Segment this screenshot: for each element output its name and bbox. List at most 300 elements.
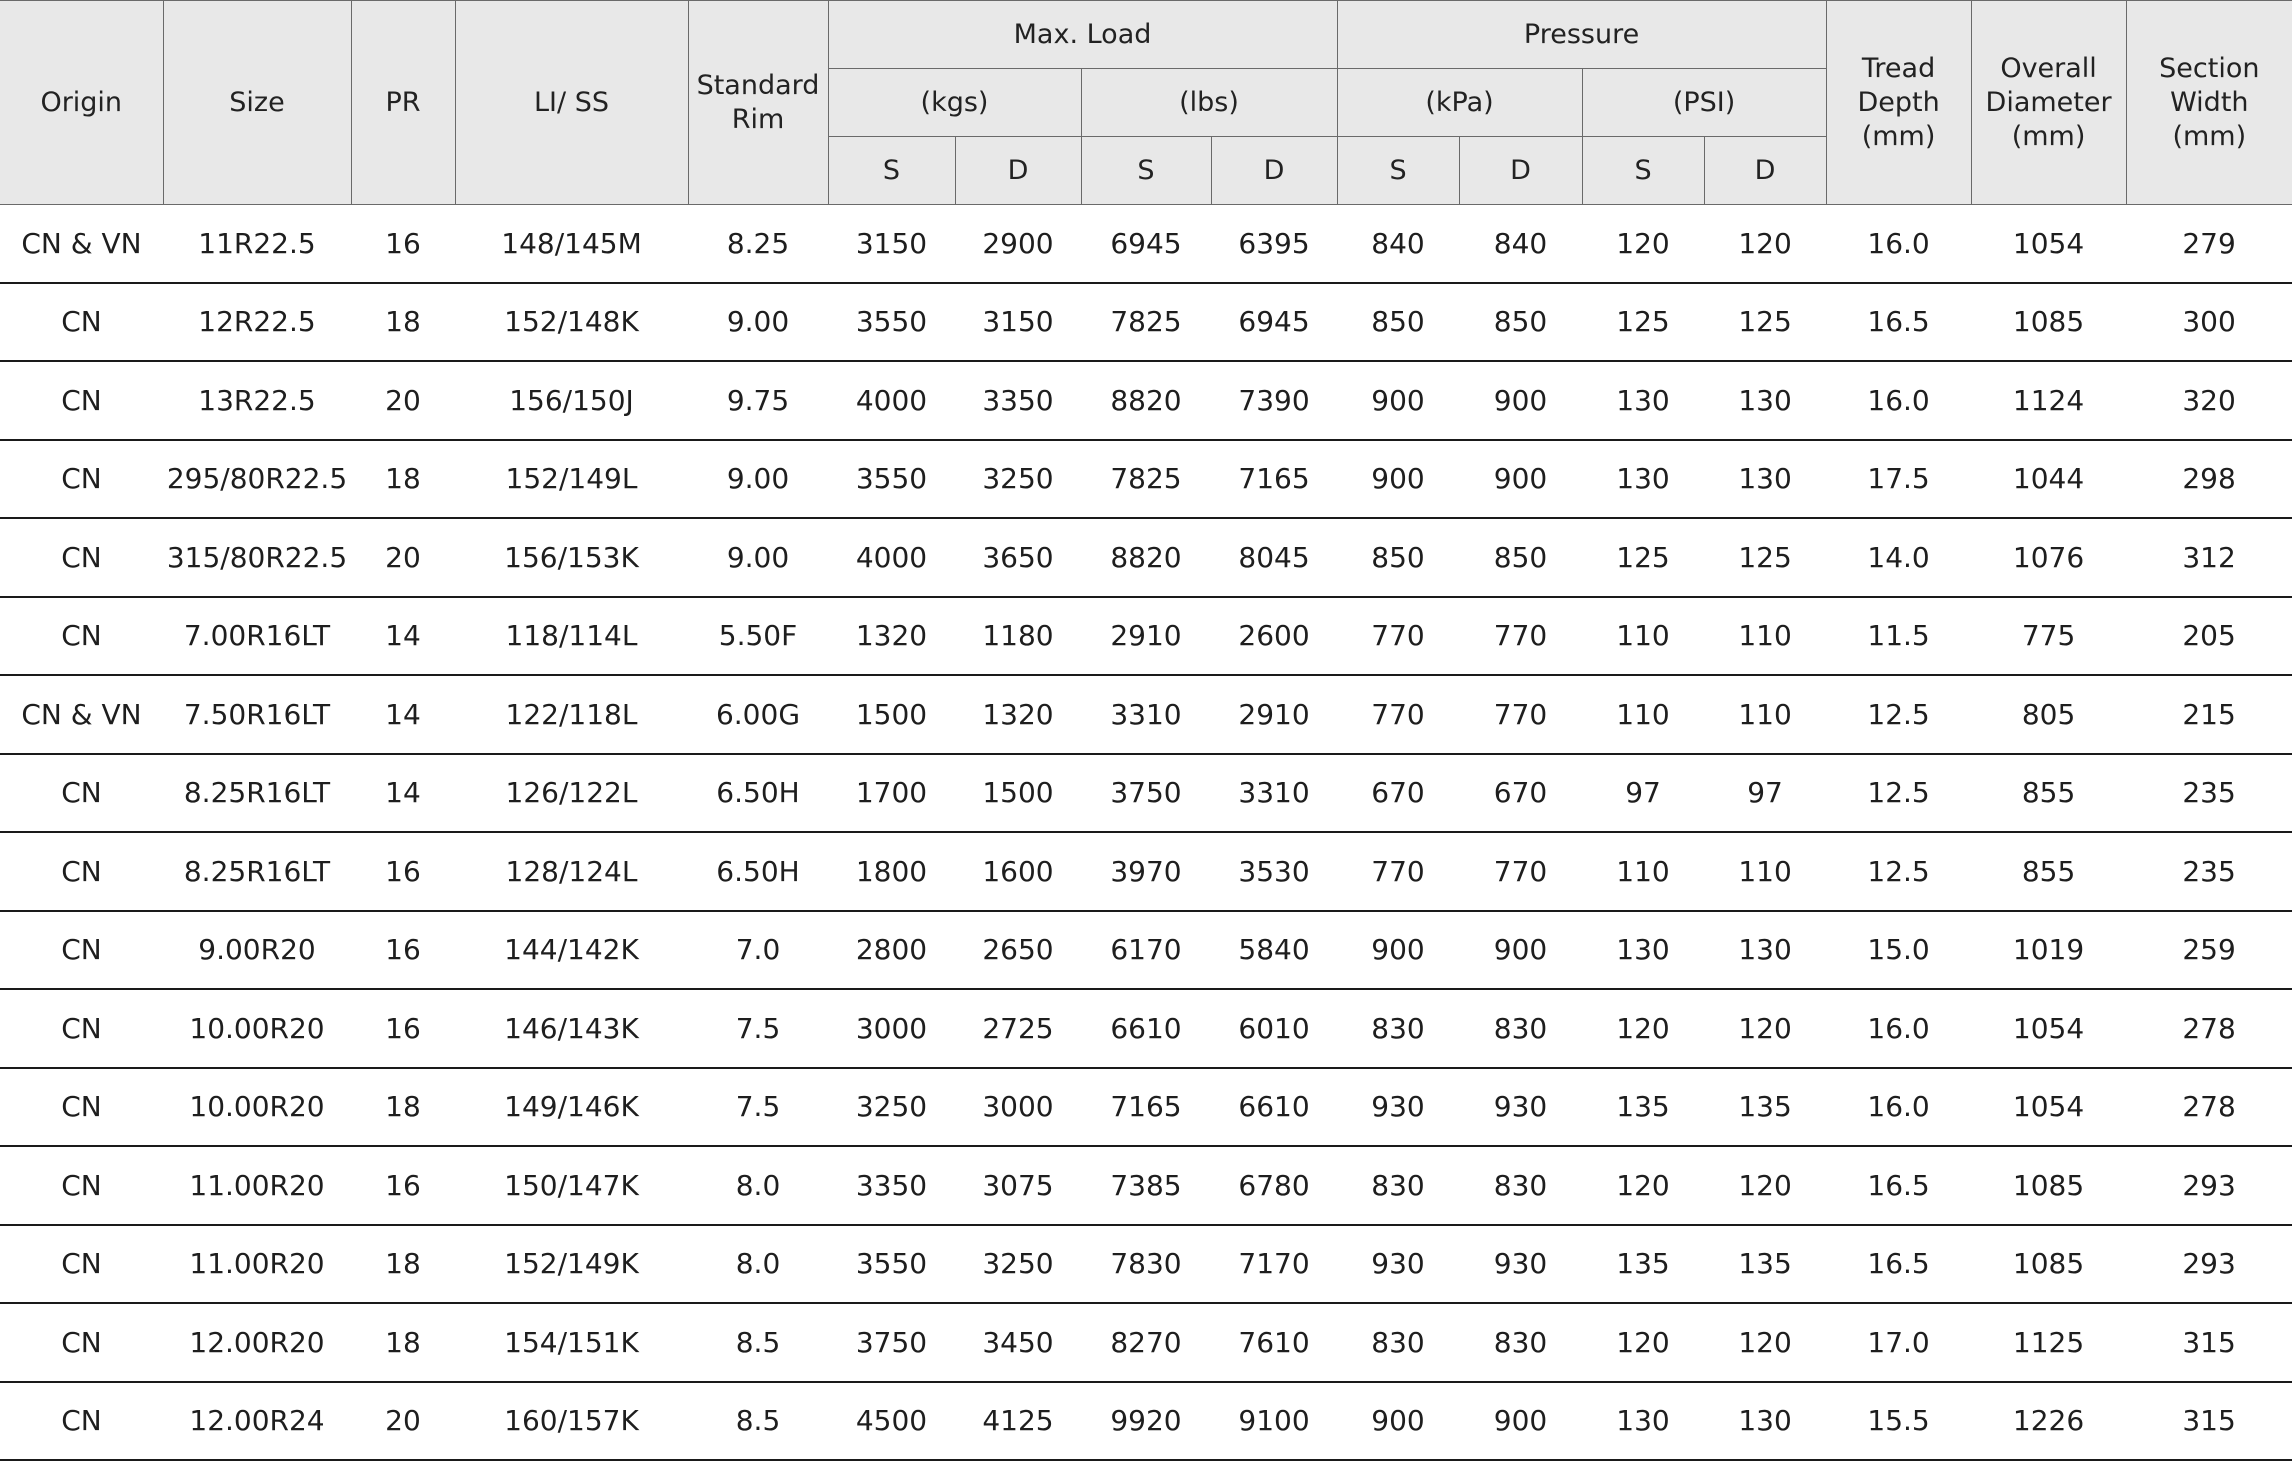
cell-section-width: 315 (2126, 1382, 2292, 1461)
cell-overall-diameter: 1226 (1971, 1382, 2126, 1461)
cell-psi-dual: 130 (1704, 1382, 1826, 1461)
cell-kpa-single: 830 (1337, 1146, 1459, 1225)
cell-kgs-single: 4500 (828, 1382, 955, 1461)
cell-standard-rim: 9.00 (688, 440, 828, 519)
cell-li-ss: 122/118L (455, 675, 688, 754)
cell-kgs-dual: 2725 (955, 989, 1081, 1068)
header-max-load: Max. Load (828, 1, 1337, 69)
cell-section-width: 215 (2126, 675, 2292, 754)
table-header (0, 1, 2292, 205)
cell-lbs-single: 3310 (1081, 675, 1211, 754)
cell-kgs-dual: 1180 (955, 597, 1081, 676)
cell-kgs-single: 1320 (828, 597, 955, 676)
cell-lbs-single: 7825 (1081, 440, 1211, 519)
cell-lbs-single: 7825 (1081, 283, 1211, 362)
table-row (0, 675, 2292, 754)
header-tread-depth (1826, 1, 1971, 205)
cell-psi-dual: 110 (1704, 675, 1826, 754)
table-row (0, 597, 2292, 676)
cell-lbs-dual: 6945 (1211, 283, 1337, 362)
cell-size: 13R22.5 (163, 361, 351, 440)
cell-lbs-dual: 6780 (1211, 1146, 1337, 1225)
cell-overall-diameter: 775 (1971, 597, 2126, 676)
header-psi-single: S (1582, 137, 1704, 205)
table-row (0, 283, 2292, 362)
cell-tread-depth: 16.5 (1826, 283, 1971, 362)
cell-overall-diameter: 1044 (1971, 440, 2126, 519)
cell-lbs-single: 9920 (1081, 1382, 1211, 1461)
cell-kgs-dual: 3075 (955, 1146, 1081, 1225)
cell-pr: 16 (351, 989, 455, 1068)
cell-kgs-single: 1500 (828, 675, 955, 754)
cell-origin: CN (0, 361, 163, 440)
header-lbs-dual: D (1211, 137, 1337, 205)
table-body (0, 205, 2292, 1461)
table-row (0, 1068, 2292, 1147)
cell-lbs-single: 8270 (1081, 1303, 1211, 1382)
cell-lbs-dual: 7390 (1211, 361, 1337, 440)
cell-size: 10.00R20 (163, 1068, 351, 1147)
header-lbs-single: S (1081, 137, 1211, 205)
cell-size: 11R22.5 (163, 205, 351, 283)
header-size: Size (163, 1, 351, 205)
header-tread-depth-line1: Tread (1861, 52, 1936, 84)
cell-kpa-single: 770 (1337, 675, 1459, 754)
cell-kpa-dual: 770 (1459, 675, 1582, 754)
cell-tread-depth: 15.5 (1826, 1382, 1971, 1461)
cell-psi-dual: 97 (1704, 754, 1826, 833)
cell-section-width: 320 (2126, 361, 2292, 440)
cell-standard-rim: 8.25 (688, 205, 828, 283)
table-row (0, 361, 2292, 440)
cell-pr: 18 (351, 283, 455, 362)
cell-kgs-dual: 3150 (955, 283, 1081, 362)
cell-kgs-dual: 1320 (955, 675, 1081, 754)
table-row (0, 518, 2292, 597)
table-row (0, 989, 2292, 1068)
cell-tread-depth: 16.5 (1826, 1146, 1971, 1225)
cell-standard-rim: 9.00 (688, 518, 828, 597)
cell-tread-depth: 16.0 (1826, 989, 1971, 1068)
cell-pr: 16 (351, 205, 455, 283)
header-li-ss: LI/ SS (455, 1, 688, 205)
cell-pr: 18 (351, 1068, 455, 1147)
cell-lbs-dual: 2910 (1211, 675, 1337, 754)
cell-pr: 18 (351, 440, 455, 519)
header-standard-rim (688, 1, 828, 205)
cell-lbs-dual: 9100 (1211, 1382, 1337, 1461)
cell-li-ss: 118/114L (455, 597, 688, 676)
header-section-width-line3: (mm) (2172, 120, 2247, 152)
cell-li-ss: 152/148K (455, 283, 688, 362)
cell-tread-depth: 12.5 (1826, 675, 1971, 754)
cell-pr: 14 (351, 754, 455, 833)
header-psi: (PSI) (1582, 69, 1826, 137)
cell-section-width: 278 (2126, 1068, 2292, 1147)
cell-standard-rim: 7.5 (688, 989, 828, 1068)
header-kpa-dual: D (1459, 137, 1582, 205)
cell-pr: 18 (351, 1225, 455, 1304)
cell-lbs-single: 8820 (1081, 361, 1211, 440)
cell-kgs-single: 2800 (828, 911, 955, 990)
cell-psi-single: 130 (1582, 440, 1704, 519)
cell-pr: 16 (351, 1146, 455, 1225)
cell-kgs-single: 4000 (828, 361, 955, 440)
cell-kgs-dual: 1500 (955, 754, 1081, 833)
cell-li-ss: 156/153K (455, 518, 688, 597)
cell-kpa-single: 900 (1337, 1382, 1459, 1461)
cell-kpa-single: 850 (1337, 283, 1459, 362)
header-overall-diameter (1971, 1, 2126, 205)
cell-li-ss: 152/149L (455, 440, 688, 519)
cell-origin: CN & VN (0, 205, 163, 283)
cell-size: 10.00R20 (163, 989, 351, 1068)
cell-lbs-dual: 2600 (1211, 597, 1337, 676)
header-overall-diameter-line2: Diameter (1985, 86, 2112, 118)
table-row (0, 440, 2292, 519)
cell-kpa-dual: 900 (1459, 911, 1582, 990)
header-lbs: (lbs) (1081, 69, 1337, 137)
cell-origin: CN (0, 754, 163, 833)
cell-lbs-dual: 6395 (1211, 205, 1337, 283)
cell-psi-dual: 110 (1704, 832, 1826, 911)
cell-kgs-dual: 3450 (955, 1303, 1081, 1382)
cell-psi-dual: 110 (1704, 597, 1826, 676)
header-origin: Origin (0, 1, 163, 205)
cell-lbs-dual: 6610 (1211, 1068, 1337, 1147)
cell-tread-depth: 14.0 (1826, 518, 1971, 597)
cell-standard-rim: 8.0 (688, 1146, 828, 1225)
cell-section-width: 300 (2126, 283, 2292, 362)
cell-kgs-single: 3350 (828, 1146, 955, 1225)
cell-standard-rim: 6.50H (688, 832, 828, 911)
cell-standard-rim: 7.0 (688, 911, 828, 990)
cell-origin: CN (0, 283, 163, 362)
cell-kpa-single: 930 (1337, 1068, 1459, 1147)
cell-kgs-dual: 2900 (955, 205, 1081, 283)
cell-kpa-single: 900 (1337, 440, 1459, 519)
cell-kpa-dual: 840 (1459, 205, 1582, 283)
cell-overall-diameter: 1054 (1971, 1068, 2126, 1147)
cell-overall-diameter: 805 (1971, 675, 2126, 754)
cell-li-ss: 149/146K (455, 1068, 688, 1147)
cell-kpa-dual: 770 (1459, 597, 1582, 676)
cell-psi-dual: 135 (1704, 1068, 1826, 1147)
cell-kpa-dual: 930 (1459, 1068, 1582, 1147)
cell-size: 12.00R20 (163, 1303, 351, 1382)
cell-kpa-single: 770 (1337, 832, 1459, 911)
cell-overall-diameter: 1054 (1971, 989, 2126, 1068)
cell-section-width: 312 (2126, 518, 2292, 597)
cell-overall-diameter: 1019 (1971, 911, 2126, 990)
cell-psi-dual: 120 (1704, 205, 1826, 283)
cell-origin: CN (0, 1303, 163, 1382)
cell-kpa-dual: 930 (1459, 1225, 1582, 1304)
cell-li-ss: 152/149K (455, 1225, 688, 1304)
cell-standard-rim: 5.50F (688, 597, 828, 676)
cell-psi-single: 125 (1582, 283, 1704, 362)
header-standard-rim-line2: Rim (731, 103, 785, 135)
cell-lbs-single: 7165 (1081, 1068, 1211, 1147)
cell-size: 11.00R20 (163, 1146, 351, 1225)
cell-kgs-dual: 3350 (955, 361, 1081, 440)
cell-psi-dual: 135 (1704, 1225, 1826, 1304)
cell-size: 9.00R20 (163, 911, 351, 990)
cell-overall-diameter: 1054 (1971, 205, 2126, 283)
cell-pr: 20 (351, 361, 455, 440)
table-row (0, 1303, 2292, 1382)
header-tread-depth-line2: Depth (1857, 86, 1940, 118)
cell-psi-single: 130 (1582, 1382, 1704, 1461)
cell-kpa-single: 900 (1337, 911, 1459, 990)
cell-section-width: 279 (2126, 205, 2292, 283)
cell-section-width: 293 (2126, 1225, 2292, 1304)
header-kgs: (kgs) (828, 69, 1081, 137)
cell-psi-dual: 130 (1704, 440, 1826, 519)
cell-psi-single: 120 (1582, 205, 1704, 283)
cell-lbs-single: 7830 (1081, 1225, 1211, 1304)
cell-psi-dual: 120 (1704, 989, 1826, 1068)
cell-kgs-dual: 3000 (955, 1068, 1081, 1147)
cell-kpa-single: 670 (1337, 754, 1459, 833)
cell-li-ss: 156/150J (455, 361, 688, 440)
cell-kgs-dual: 3250 (955, 1225, 1081, 1304)
header-overall-diameter-line1: Overall (2000, 52, 2097, 84)
cell-origin: CN & VN (0, 675, 163, 754)
cell-li-ss: 150/147K (455, 1146, 688, 1225)
cell-li-ss: 148/145M (455, 205, 688, 283)
cell-psi-single: 110 (1582, 597, 1704, 676)
cell-kgs-single: 3000 (828, 989, 955, 1068)
header-psi-dual: D (1704, 137, 1826, 205)
cell-psi-single: 97 (1582, 754, 1704, 833)
cell-kgs-single: 1800 (828, 832, 955, 911)
cell-tread-depth: 16.0 (1826, 205, 1971, 283)
cell-kpa-dual: 670 (1459, 754, 1582, 833)
header-standard-rim-line1: Standard (696, 69, 820, 101)
cell-overall-diameter: 1125 (1971, 1303, 2126, 1382)
cell-psi-dual: 130 (1704, 361, 1826, 440)
cell-kpa-single: 830 (1337, 1303, 1459, 1382)
cell-size: 7.50R16LT (163, 675, 351, 754)
cell-li-ss: 146/143K (455, 989, 688, 1068)
table-row (0, 1225, 2292, 1304)
cell-tread-depth: 16.0 (1826, 1068, 1971, 1147)
cell-lbs-dual: 7610 (1211, 1303, 1337, 1382)
cell-origin: CN (0, 518, 163, 597)
cell-lbs-single: 6170 (1081, 911, 1211, 990)
header-kgs-dual: D (955, 137, 1081, 205)
cell-section-width: 259 (2126, 911, 2292, 990)
cell-lbs-dual: 8045 (1211, 518, 1337, 597)
cell-standard-rim: 9.75 (688, 361, 828, 440)
cell-psi-single: 135 (1582, 1068, 1704, 1147)
cell-psi-single: 125 (1582, 518, 1704, 597)
cell-kpa-single: 900 (1337, 361, 1459, 440)
cell-overall-diameter: 855 (1971, 832, 2126, 911)
cell-li-ss: 160/157K (455, 1382, 688, 1461)
cell-standard-rim: 8.0 (688, 1225, 828, 1304)
header-kgs-single: S (828, 137, 955, 205)
cell-kpa-dual: 770 (1459, 832, 1582, 911)
table-row (0, 1146, 2292, 1225)
cell-size: 295/80R22.5 (163, 440, 351, 519)
cell-pr: 20 (351, 1382, 455, 1461)
cell-kpa-single: 930 (1337, 1225, 1459, 1304)
cell-kpa-dual: 830 (1459, 1146, 1582, 1225)
cell-psi-dual: 130 (1704, 911, 1826, 990)
cell-kpa-single: 770 (1337, 597, 1459, 676)
cell-size: 12.00R24 (163, 1382, 351, 1461)
cell-kpa-dual: 830 (1459, 989, 1582, 1068)
cell-standard-rim: 8.5 (688, 1303, 828, 1382)
cell-kgs-dual: 3250 (955, 440, 1081, 519)
cell-kgs-single: 3550 (828, 440, 955, 519)
cell-kpa-single: 830 (1337, 989, 1459, 1068)
cell-li-ss: 126/122L (455, 754, 688, 833)
cell-lbs-single: 6945 (1081, 205, 1211, 283)
header-pr: PR (351, 1, 455, 205)
header-kpa: (kPa) (1337, 69, 1582, 137)
cell-lbs-dual: 5840 (1211, 911, 1337, 990)
cell-kpa-dual: 850 (1459, 283, 1582, 362)
cell-psi-dual: 120 (1704, 1146, 1826, 1225)
cell-pr: 14 (351, 675, 455, 754)
cell-origin: CN (0, 911, 163, 990)
cell-overall-diameter: 1085 (1971, 1146, 2126, 1225)
cell-origin: CN (0, 597, 163, 676)
table-row (0, 832, 2292, 911)
cell-li-ss: 128/124L (455, 832, 688, 911)
cell-tread-depth: 12.5 (1826, 754, 1971, 833)
cell-kpa-dual: 900 (1459, 440, 1582, 519)
header-pressure: Pressure (1337, 1, 1826, 69)
cell-tread-depth: 17.0 (1826, 1303, 1971, 1382)
table-row (0, 911, 2292, 990)
cell-lbs-dual: 7165 (1211, 440, 1337, 519)
cell-kpa-dual: 830 (1459, 1303, 1582, 1382)
cell-lbs-single: 8820 (1081, 518, 1211, 597)
cell-lbs-dual: 7170 (1211, 1225, 1337, 1304)
cell-origin: CN (0, 1146, 163, 1225)
cell-kgs-single: 3550 (828, 1225, 955, 1304)
cell-psi-single: 130 (1582, 911, 1704, 990)
cell-section-width: 298 (2126, 440, 2292, 519)
header-tread-depth-line3: (mm) (1861, 120, 1936, 152)
header-section-width (2126, 1, 2292, 205)
table-row (0, 205, 2292, 283)
cell-size: 8.25R16LT (163, 832, 351, 911)
cell-kgs-single: 4000 (828, 518, 955, 597)
header-overall-diameter-line3: (mm) (2011, 120, 2086, 152)
cell-lbs-dual: 3530 (1211, 832, 1337, 911)
cell-standard-rim: 6.50H (688, 754, 828, 833)
cell-kgs-single: 3150 (828, 205, 955, 283)
cell-size: 315/80R22.5 (163, 518, 351, 597)
cell-kpa-dual: 850 (1459, 518, 1582, 597)
cell-origin: CN (0, 832, 163, 911)
cell-tread-depth: 16.0 (1826, 361, 1971, 440)
cell-overall-diameter: 1085 (1971, 283, 2126, 362)
header-section-width-line2: Width (2170, 86, 2249, 118)
cell-lbs-single: 6610 (1081, 989, 1211, 1068)
cell-pr: 18 (351, 1303, 455, 1382)
cell-size: 12R22.5 (163, 283, 351, 362)
cell-kgs-dual: 3650 (955, 518, 1081, 597)
cell-section-width: 235 (2126, 754, 2292, 833)
cell-origin: CN (0, 1382, 163, 1461)
cell-li-ss: 144/142K (455, 911, 688, 990)
cell-size: 8.25R16LT (163, 754, 351, 833)
cell-tread-depth: 11.5 (1826, 597, 1971, 676)
cell-li-ss: 154/151K (455, 1303, 688, 1382)
cell-section-width: 235 (2126, 832, 2292, 911)
cell-kgs-dual: 1600 (955, 832, 1081, 911)
cell-kgs-single: 1700 (828, 754, 955, 833)
header-kpa-single: S (1337, 137, 1459, 205)
cell-section-width: 205 (2126, 597, 2292, 676)
cell-lbs-single: 3970 (1081, 832, 1211, 911)
table-row (0, 754, 2292, 833)
cell-psi-single: 120 (1582, 1303, 1704, 1382)
cell-tread-depth: 12.5 (1826, 832, 1971, 911)
cell-lbs-single: 2910 (1081, 597, 1211, 676)
cell-tread-depth: 17.5 (1826, 440, 1971, 519)
cell-kgs-dual: 4125 (955, 1382, 1081, 1461)
cell-psi-single: 120 (1582, 1146, 1704, 1225)
cell-overall-diameter: 1124 (1971, 361, 2126, 440)
cell-section-width: 293 (2126, 1146, 2292, 1225)
cell-overall-diameter: 1076 (1971, 518, 2126, 597)
cell-overall-diameter: 855 (1971, 754, 2126, 833)
cell-kgs-dual: 2650 (955, 911, 1081, 990)
cell-pr: 16 (351, 911, 455, 990)
cell-size: 11.00R20 (163, 1225, 351, 1304)
cell-psi-single: 130 (1582, 361, 1704, 440)
cell-kgs-single: 3250 (828, 1068, 955, 1147)
cell-lbs-single: 7385 (1081, 1146, 1211, 1225)
cell-psi-single: 135 (1582, 1225, 1704, 1304)
cell-lbs-dual: 3310 (1211, 754, 1337, 833)
cell-standard-rim: 9.00 (688, 283, 828, 362)
cell-origin: CN (0, 989, 163, 1068)
cell-standard-rim: 7.5 (688, 1068, 828, 1147)
cell-standard-rim: 8.5 (688, 1382, 828, 1461)
cell-pr: 16 (351, 832, 455, 911)
cell-section-width: 278 (2126, 989, 2292, 1068)
cell-origin: CN (0, 1068, 163, 1147)
cell-section-width: 315 (2126, 1303, 2292, 1382)
cell-kgs-single: 3550 (828, 283, 955, 362)
cell-lbs-single: 3750 (1081, 754, 1211, 833)
cell-kpa-dual: 900 (1459, 1382, 1582, 1461)
cell-pr: 14 (351, 597, 455, 676)
cell-kgs-single: 3750 (828, 1303, 955, 1382)
cell-kpa-single: 840 (1337, 205, 1459, 283)
cell-psi-single: 110 (1582, 832, 1704, 911)
cell-psi-dual: 120 (1704, 1303, 1826, 1382)
cell-psi-single: 110 (1582, 675, 1704, 754)
cell-tread-depth: 16.5 (1826, 1225, 1971, 1304)
cell-psi-dual: 125 (1704, 283, 1826, 362)
cell-overall-diameter: 1085 (1971, 1225, 2126, 1304)
cell-standard-rim: 6.00G (688, 675, 828, 754)
cell-tread-depth: 15.0 (1826, 911, 1971, 990)
header-section-width-line1: Section (2159, 52, 2260, 84)
cell-pr: 20 (351, 518, 455, 597)
cell-kpa-single: 850 (1337, 518, 1459, 597)
cell-kpa-dual: 900 (1459, 361, 1582, 440)
